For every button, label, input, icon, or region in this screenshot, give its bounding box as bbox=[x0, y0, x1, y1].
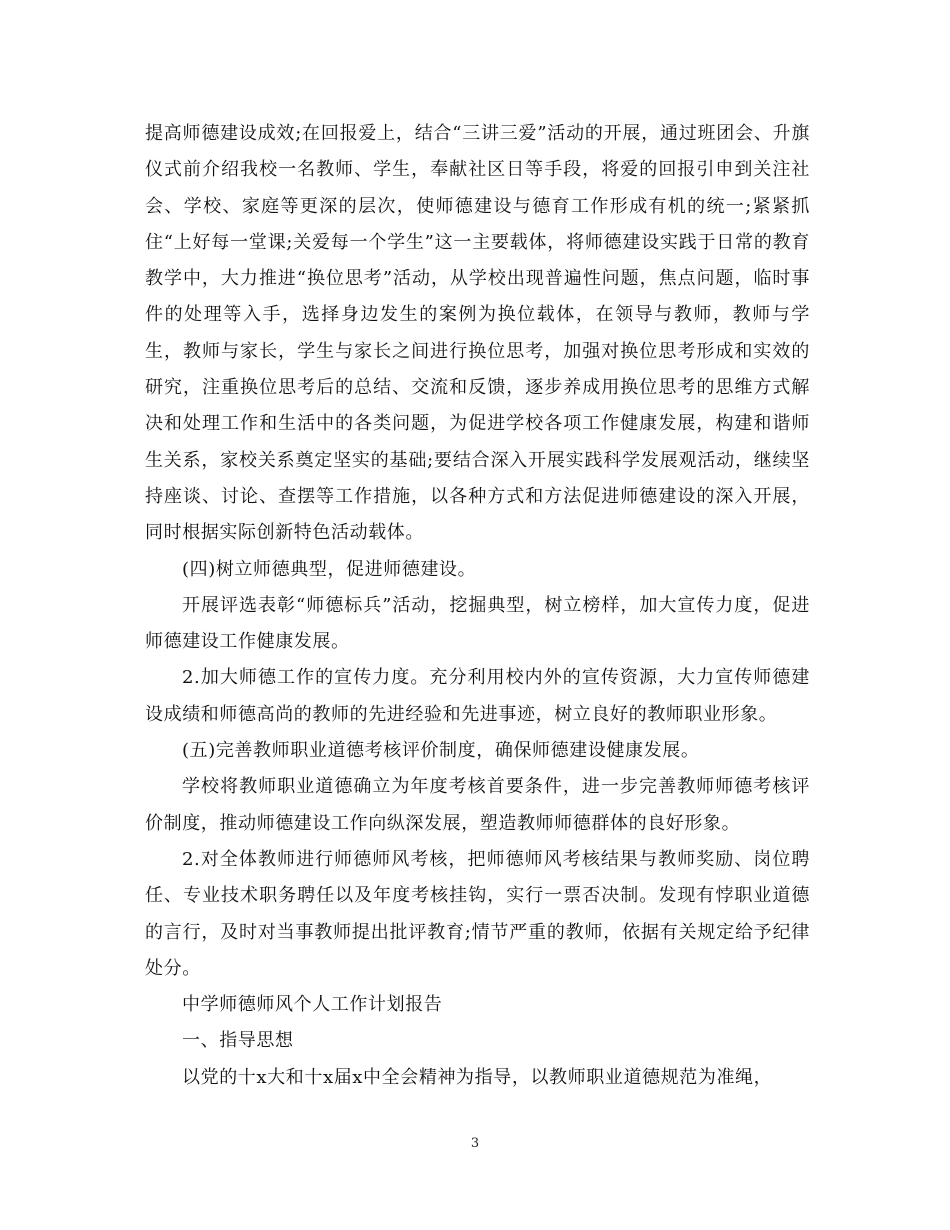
heading-guiding-thought: 一、指导思想 bbox=[182, 1030, 294, 1052]
paragraph-assessment-veto: 2.对全体教师进行师德师风考核，把师德师风考核结果与教师奖励、岗位聘任、专业技术职务聘任以及年度考核挂钩，实行一票否决制。发现有悖职业道德的言行，及时对当事教师提出批评教育;情节严重的教师，依据有关规定给予纪律处分。 bbox=[145, 848, 810, 979]
heading-section-4: (四)树立师德典型，促进师德建设。 bbox=[182, 558, 477, 580]
heading-section-5: (五)完善教师职业道德考核评价制度，确保师德建设健康发展。 bbox=[182, 740, 700, 762]
paragraph-guiding-thought: 以党的十x大和十x届x中全会精神为指导，以教师职业道德规范为准绳， bbox=[182, 1066, 773, 1088]
document-body bbox=[145, 116, 810, 1096]
paragraph-assessment-system: 学校将教师职业道德确立为年度考核首要条件，进一步完善教师师德考核评价制度，推动师德建设工作向纵深发展，塑造教师师德群体的良好形象。 bbox=[145, 776, 810, 834]
paragraph-model-teachers: 开展评选表彰“师德标兵”活动，挖掘典型，树立榜样，加大宣传力度，促进师德建设工作健康发展。 bbox=[145, 594, 810, 653]
paragraph-publicity: 2.加大师德工作的宣传力度。充分利用校内外的宣传资源，大力宣传师德建设成绩和师德高尚的教师的先进经验和先进事迹，树立良好的教师职业形象。 bbox=[145, 667, 810, 725]
document-subtitle: 中学师德师风个人工作计划报告 bbox=[182, 994, 443, 1016]
paragraph-continuation: 提高师德建设成效;在回报爱上，结合“三讲三爱”活动的开展，通过班团会、升旗仪式前介绍我校一名教师、学生，奉献社区日等手段，将爱的回报引申到关注社会、学校、家庭等更深的层次，使师德建设与德育工作形成有机的统一;紧紧抓住“上好每一堂课;关爱每一个学生”这一主要载体，将师德建设实践于日常的教育教学中，大力推进“换位思考”活动，从学校出现普遍性问题，焦点问题，临时事件的处理等入手，选择身边发生的案例为换位载体，在领导与教师，教师与学生，教师与家长，学生与家长之间进行换位思考，加强对换位思考形成和实效的研究，注重换位思考后的总结、交流和反馈，逐步养成用换位思考的思维方式解决和处理工作和生活中的各类问题，为促进学校各项工作健康发展，构建和谐师生关系，家校关系奠定坚实的基础;要结合深入开展实践科学发展观活动，继续坚持座谈、讨论、查摆等工作措施，以各种方式和方法促进师德建设的深入开展，同时根据实际创新特色活动载体。 bbox=[145, 123, 810, 544]
page-number: 3 bbox=[470, 1136, 480, 1151]
